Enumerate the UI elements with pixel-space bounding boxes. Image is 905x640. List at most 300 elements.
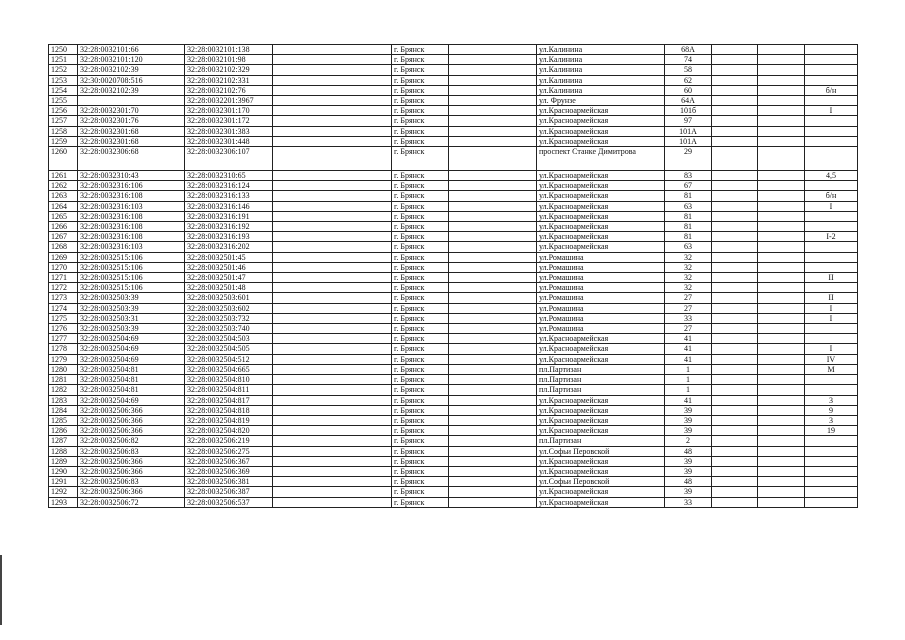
cell-street: ул.Калинина [537,85,665,95]
cell-city: г. Брянск [392,293,449,303]
cell-street: ул.Красноармейская [537,395,665,405]
cell-col-6 [449,334,537,344]
cell-parcel-number: 32:28:0032506:366 [78,415,185,425]
cell-premise [805,116,858,126]
cell-col-9 [712,354,758,364]
cell-col-4 [273,466,392,476]
cell-col-4 [273,75,392,85]
cell-col-4 [273,456,392,466]
cell-city: г. Брянск [392,354,449,364]
cell-city: г. Брянск [392,211,449,221]
cell-street: пл.Партизан [537,375,665,385]
cell-col-9 [712,405,758,415]
cell-house-number: 101А [665,126,712,136]
table-row [49,405,858,415]
cell-city: г. Брянск [392,334,449,344]
registry-table [48,44,858,508]
cell-house-number: 97 [665,116,712,126]
cell-col-6 [449,324,537,334]
cell-col-6 [449,456,537,466]
table-row [49,45,858,55]
cell-row-number: 1278 [49,344,78,354]
cell-house-number: 32 [665,262,712,272]
cell-col-4 [273,283,392,293]
cell-street: ул.Красноармейская [537,191,665,201]
cell-col-10 [758,273,805,283]
table-row [49,55,858,65]
table-row [49,415,858,425]
cell-col-6 [449,303,537,313]
table-row [49,446,858,456]
cell-street: пл.Партизан [537,364,665,374]
cell-city: г. Брянск [392,116,449,126]
cell-parcel-number: 32:28:0032506:366 [78,466,185,476]
cell-city: г. Брянск [392,171,449,181]
cell-col-4 [273,303,392,313]
table-row [49,85,858,95]
cell-col-6 [449,477,537,487]
table-row [49,426,858,436]
table-row [49,436,858,446]
cell-street: ул.Красноармейская [537,466,665,476]
cell-object-number: 32:28:0032506:537 [185,497,273,507]
cell-street: ул.Красноармейская [537,126,665,136]
cell-row-number: 1258 [49,126,78,136]
cell-row-number: 1268 [49,242,78,252]
cell-col-4 [273,426,392,436]
cell-col-6 [449,85,537,95]
cell-row-number: 1260 [49,147,78,171]
cell-premise: 9 [805,405,858,415]
cell-col-6 [449,96,537,106]
cell-col-9 [712,375,758,385]
scan-edge-mark [0,555,2,625]
cell-parcel-number: 32:28:0032316:108 [78,222,185,232]
cell-object-number: 32:28:0032501:47 [185,273,273,283]
cell-street: ул.Ромашина [537,303,665,313]
cell-object-number: 32:28:0032101:138 [185,45,273,55]
cell-row-number: 1293 [49,497,78,507]
cell-city: г. Брянск [392,283,449,293]
cell-house-number: 48 [665,477,712,487]
cell-object-number: 32:28:0032316:146 [185,201,273,211]
cell-col-6 [449,232,537,242]
cell-premise [805,283,858,293]
cell-house-number: 81 [665,232,712,242]
cell-premise: I [805,106,858,116]
table-row [49,354,858,364]
cell-premise [805,497,858,507]
cell-col-9 [712,136,758,146]
cell-row-number: 1251 [49,55,78,65]
cell-city: г. Брянск [392,242,449,252]
cell-object-number: 32:28:0032102:329 [185,65,273,75]
table-row [49,344,858,354]
cell-house-number: 27 [665,293,712,303]
cell-house-number: 83 [665,171,712,181]
cell-house-number: 1 [665,364,712,374]
table-row [49,252,858,262]
cell-parcel-number: 32:28:0032102:39 [78,65,185,75]
cell-col-9 [712,324,758,334]
cell-city: г. Брянск [392,45,449,55]
cell-parcel-number: 32:28:0032316:106 [78,181,185,191]
cell-col-9 [712,85,758,95]
table-row [49,242,858,252]
table-row [49,181,858,191]
cell-parcel-number: 32:28:0032515:106 [78,273,185,283]
cell-col-9 [712,201,758,211]
cell-house-number: 41 [665,344,712,354]
cell-parcel-number: 32:28:0032316:108 [78,211,185,221]
cell-col-10 [758,65,805,75]
cell-parcel-number: 32:28:0032506:366 [78,456,185,466]
cell-street: ул.Ромашина [537,262,665,272]
cell-col-6 [449,466,537,476]
cell-parcel-number: 32:28:0032506:82 [78,436,185,446]
cell-col-4 [273,395,392,405]
cell-parcel-number: 32:28:0032301:70 [78,106,185,116]
cell-premise [805,446,858,456]
cell-row-number: 1291 [49,477,78,487]
cell-premise [805,252,858,262]
table-row [49,136,858,146]
cell-house-number: 2 [665,436,712,446]
cell-col-4 [273,364,392,374]
cell-city: г. Брянск [392,262,449,272]
cell-row-number: 1289 [49,456,78,466]
table-row [49,303,858,313]
cell-row-number: 1257 [49,116,78,126]
cell-city: г. Брянск [392,466,449,476]
cell-col-9 [712,456,758,466]
cell-street: пл.Партизан [537,436,665,446]
cell-col-9 [712,232,758,242]
table-row [49,171,858,181]
cell-object-number: 32:28:0032501:46 [185,262,273,272]
table-row [49,385,858,395]
table-row [49,106,858,116]
cell-row-number: 1273 [49,293,78,303]
cell-parcel-number: 32:28:0032504:81 [78,364,185,374]
cell-col-9 [712,466,758,476]
cell-col-6 [449,426,537,436]
cell-col-9 [712,222,758,232]
cell-col-10 [758,211,805,221]
cell-col-10 [758,436,805,446]
table-row [49,477,858,487]
cell-col-9 [712,364,758,374]
cell-parcel-number: 32:28:0032506:83 [78,446,185,456]
table-body [49,45,858,508]
cell-house-number: 29 [665,147,712,171]
cell-object-number: 32:28:0032301:172 [185,116,273,126]
cell-row-number: 1270 [49,262,78,272]
cell-street: проспект Станке Димитрова [537,147,665,171]
cell-city: г. Брянск [392,147,449,171]
cell-parcel-number: 32:28:0032504:69 [78,395,185,405]
cell-col-6 [449,283,537,293]
cell-city: г. Брянск [392,415,449,425]
cell-premise [805,75,858,85]
cell-street: ул.Калинина [537,65,665,75]
cell-house-number: 63 [665,201,712,211]
table-row [49,283,858,293]
cell-col-10 [758,303,805,313]
cell-street: ул.Красноармейская [537,211,665,221]
table-row [49,395,858,405]
cell-col-6 [449,364,537,374]
cell-object-number: 32:28:0032504:503 [185,334,273,344]
cell-col-4 [273,375,392,385]
cell-row-number: 1285 [49,415,78,425]
cell-premise [805,181,858,191]
cell-street: ул.Калинина [537,75,665,85]
cell-col-6 [449,262,537,272]
cell-object-number: 32:28:0032101:98 [185,55,273,65]
cell-col-10 [758,395,805,405]
cell-col-9 [712,487,758,497]
cell-col-9 [712,116,758,126]
cell-house-number: 33 [665,497,712,507]
cell-col-4 [273,126,392,136]
cell-premise [805,55,858,65]
cell-col-10 [758,456,805,466]
cell-city: г. Брянск [392,181,449,191]
table-row [49,487,858,497]
cell-street: ул.Красноармейская [537,201,665,211]
cell-premise [805,436,858,446]
cell-col-4 [273,136,392,146]
cell-premise: II [805,273,858,283]
table-row [49,65,858,75]
cell-object-number: 32:28:0032306:107 [185,147,273,171]
cell-col-6 [449,436,537,446]
cell-house-number: 58 [665,65,712,75]
cell-city: г. Брянск [392,395,449,405]
cell-row-number: 1277 [49,334,78,344]
cell-parcel-number: 32:28:0032503:39 [78,293,185,303]
cell-street: ул.Красноармейская [537,106,665,116]
cell-house-number: 60 [665,85,712,95]
cell-col-10 [758,344,805,354]
cell-col-10 [758,191,805,201]
table-row [49,211,858,221]
cell-city: г. Брянск [392,344,449,354]
cell-object-number: 32:28:0032504:810 [185,375,273,385]
cell-col-4 [273,385,392,395]
cell-street: ул.Софьи Перовской [537,477,665,487]
cell-city: г. Брянск [392,426,449,436]
cell-col-10 [758,293,805,303]
cell-city: г. Брянск [392,487,449,497]
cell-object-number: 32:28:0032301:170 [185,106,273,116]
cell-object-number: 32:28:0032506:369 [185,466,273,476]
cell-row-number: 1267 [49,232,78,242]
cell-col-6 [449,395,537,405]
cell-premise: 4,5 [805,171,858,181]
cell-house-number: 74 [665,55,712,65]
cell-premise: I [805,201,858,211]
cell-col-10 [758,55,805,65]
cell-col-9 [712,303,758,313]
cell-parcel-number [78,96,185,106]
cell-col-10 [758,116,805,126]
cell-city: г. Брянск [392,75,449,85]
cell-object-number: 32:28:0032504:818 [185,405,273,415]
cell-col-10 [758,354,805,364]
cell-col-9 [712,293,758,303]
cell-house-number: 67 [665,181,712,191]
cell-house-number: 81 [665,191,712,201]
cell-col-4 [273,293,392,303]
cell-col-6 [449,136,537,146]
cell-row-number: 1279 [49,354,78,364]
cell-city: г. Брянск [392,232,449,242]
cell-parcel-number: 32:28:0032503:31 [78,313,185,323]
cell-row-number: 1266 [49,222,78,232]
cell-street: ул.Красноармейская [537,426,665,436]
table-row [49,116,858,126]
cell-col-6 [449,45,537,55]
cell-col-4 [273,324,392,334]
cell-col-10 [758,147,805,171]
cell-city: г. Брянск [392,106,449,116]
cell-col-6 [449,354,537,364]
cell-house-number: 41 [665,395,712,405]
cell-parcel-number: 32:28:0032310:43 [78,171,185,181]
table-row [49,147,858,171]
cell-col-10 [758,415,805,425]
cell-city: г. Брянск [392,222,449,232]
cell-col-4 [273,487,392,497]
cell-row-number: 1283 [49,395,78,405]
cell-street: ул.Красноармейская [537,487,665,497]
cell-object-number: 32:28:0032506:381 [185,477,273,487]
cell-premise [805,96,858,106]
cell-col-6 [449,126,537,136]
cell-street: ул.Калинина [537,45,665,55]
cell-object-number: 32:28:0032504:819 [185,415,273,425]
cell-col-10 [758,242,805,252]
cell-house-number: 32 [665,252,712,262]
cell-object-number: 32:28:0032504:811 [185,385,273,395]
cell-col-6 [449,55,537,65]
cell-street: ул.Красноармейская [537,242,665,252]
cell-row-number: 1259 [49,136,78,146]
cell-parcel-number: 32:28:0032506:366 [78,487,185,497]
cell-premise: II [805,293,858,303]
cell-object-number: 32:28:0032504:512 [185,354,273,364]
cell-row-number: 1282 [49,385,78,395]
cell-col-9 [712,171,758,181]
cell-parcel-number: 32:28:0032316:103 [78,242,185,252]
cell-parcel-number: 32:28:0032503:39 [78,324,185,334]
cell-col-4 [273,242,392,252]
table-row [49,222,858,232]
cell-col-6 [449,293,537,303]
cell-col-9 [712,181,758,191]
cell-object-number: 32:28:0032102:331 [185,75,273,85]
cell-col-10 [758,466,805,476]
cell-city: г. Брянск [392,55,449,65]
cell-street: ул.Красноармейская [537,136,665,146]
cell-col-4 [273,85,392,95]
table-row [49,262,858,272]
cell-col-6 [449,375,537,385]
cell-house-number: 68А [665,45,712,55]
cell-house-number: 39 [665,487,712,497]
cell-col-9 [712,426,758,436]
table-row [49,324,858,334]
table-row [49,75,858,85]
table-row [49,466,858,476]
cell-parcel-number: 32:28:0032504:81 [78,385,185,395]
cell-city: г. Брянск [392,96,449,106]
cell-col-10 [758,126,805,136]
cell-city: г. Брянск [392,252,449,262]
cell-col-10 [758,171,805,181]
cell-col-10 [758,136,805,146]
cell-street: ул.Ромашина [537,252,665,262]
cell-col-4 [273,334,392,344]
cell-premise: I [805,344,858,354]
cell-object-number: 32:28:0032316:191 [185,211,273,221]
cell-parcel-number: 32:28:0032504:69 [78,354,185,364]
cell-premise [805,147,858,171]
cell-parcel-number: 32:28:0032515:106 [78,262,185,272]
cell-parcel-number: 32:28:0032515:106 [78,252,185,262]
cell-col-4 [273,222,392,232]
cell-house-number: 1 [665,375,712,385]
cell-col-10 [758,385,805,395]
cell-row-number: 1280 [49,364,78,374]
cell-row-number: 1253 [49,75,78,85]
cell-col-9 [712,252,758,262]
cell-street: ул.Красноармейская [537,334,665,344]
cell-col-9 [712,65,758,75]
table-row [49,364,858,374]
cell-parcel-number: 32:28:0032506:72 [78,497,185,507]
cell-object-number: 32:28:0032503:732 [185,313,273,323]
table-row [49,375,858,385]
cell-row-number: 1252 [49,65,78,75]
cell-row-number: 1254 [49,85,78,95]
cell-col-4 [273,191,392,201]
cell-house-number: 32 [665,283,712,293]
cell-premise [805,385,858,395]
cell-city: г. Брянск [392,497,449,507]
cell-object-number: 32:28:0032506:367 [185,456,273,466]
cell-col-6 [449,344,537,354]
cell-city: г. Брянск [392,313,449,323]
cell-city: г. Брянск [392,303,449,313]
cell-object-number: 32:28:0032301:448 [185,136,273,146]
cell-row-number: 1256 [49,106,78,116]
table-row [49,126,858,136]
cell-col-4 [273,313,392,323]
cell-object-number: 32:28:0032506:219 [185,436,273,446]
cell-street: ул.Ромашина [537,293,665,303]
cell-col-6 [449,65,537,75]
cell-col-6 [449,446,537,456]
cell-premise [805,65,858,75]
cell-object-number: 32:28:0032316:192 [185,222,273,232]
cell-parcel-number: 32:28:0032316:108 [78,232,185,242]
table-row [49,232,858,242]
cell-col-4 [273,252,392,262]
cell-col-10 [758,201,805,211]
